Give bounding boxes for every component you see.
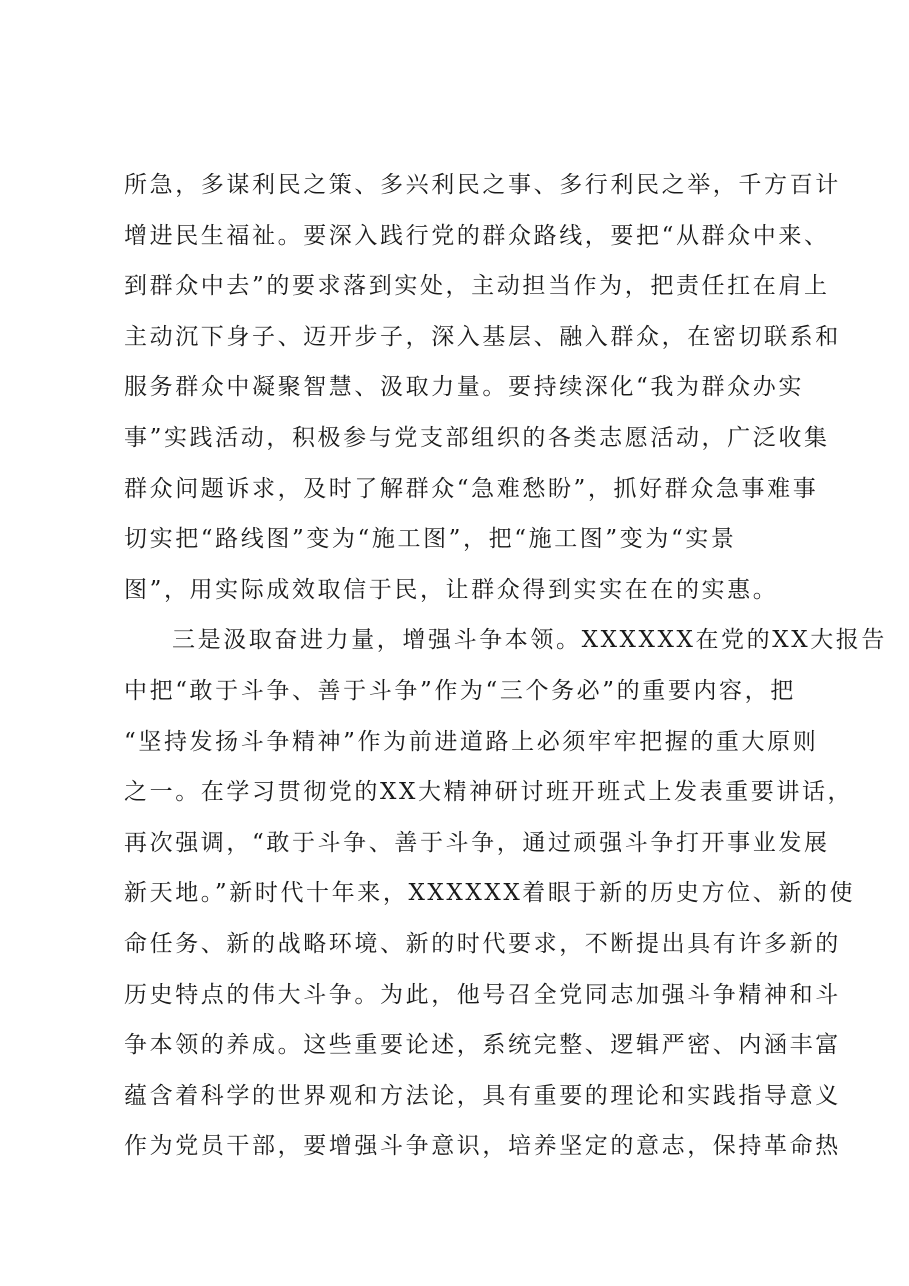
text-line: 命任务、新的战略环境、新的时代要求，不断提出具有许多新的: [124, 930, 841, 957]
text-line: 新天地。”新时代十年来，XXXXXX着眼于新的历史方位、新的使: [124, 880, 856, 907]
text-line: “坚持发扬斗争精神”作为前进道路上必须牢牢把握的重大原则: [124, 728, 819, 755]
text-line: 主动沉下身子、迈开步子，深入基层、融入群众，在密切联系和: [124, 323, 841, 350]
text-line: 到群众中去”的要求落到实处，主动担当作为，把责任扛在肩上: [124, 273, 830, 300]
text-line: 之一。在学习贯彻党的XX大精神研讨班开班式上发表重要讲话，: [124, 779, 854, 806]
text-line: 群众问题诉求，及时了解群众“急难愁盼”，抓好群众急事难事: [124, 475, 819, 502]
paragraph-start-line: 三是汲取奋进力量，增强斗争本领。XXXXXX在党的XX大报告: [172, 627, 887, 654]
body-text: [124, 160, 887, 1172]
text-line: 作为党员干部，要增强斗争意识，培养坚定的意志，保持革命热: [124, 1133, 841, 1160]
text-line: 图”，用实际成效取信于民，让群众得到实实在在的实惠。: [124, 576, 779, 603]
text-line: 中把“敢于斗争、善于斗争”作为“三个务必”的重要内容，把: [124, 677, 796, 704]
text-line: 历史特点的伟大斗争。为此，他号召全党同志加强斗争精神和斗: [124, 981, 841, 1008]
text-line: 切实把“路线图”变为“施工图”，把“施工图”变为“实景: [124, 526, 737, 553]
text-line: 再次强调，“敢于斗争、善于斗争，通过顽强斗争打开事业发展: [124, 829, 830, 856]
text-line: 所急，多谋利民之策、多兴利民之事、多行利民之举，千方百计: [124, 172, 841, 198]
text-line: 服务群众中凝聚智慧、汲取力量。要持续深化“我为群众办实: [124, 374, 804, 401]
text-line: 蕴含着科学的世界观和方法论，具有重要的理论和实践指导意义: [124, 1082, 841, 1109]
text-line: 增进民生福祉。要深入践行党的群众路线，要把“从群众中来、: [124, 222, 830, 249]
text-line: 事”实践活动，积极参与党支部组织的各类志愿活动，广泛收集: [124, 424, 830, 451]
text-line: 争本领的养成。这些重要论述，系统完整、逻辑严密、内涵丰富: [124, 1032, 841, 1059]
